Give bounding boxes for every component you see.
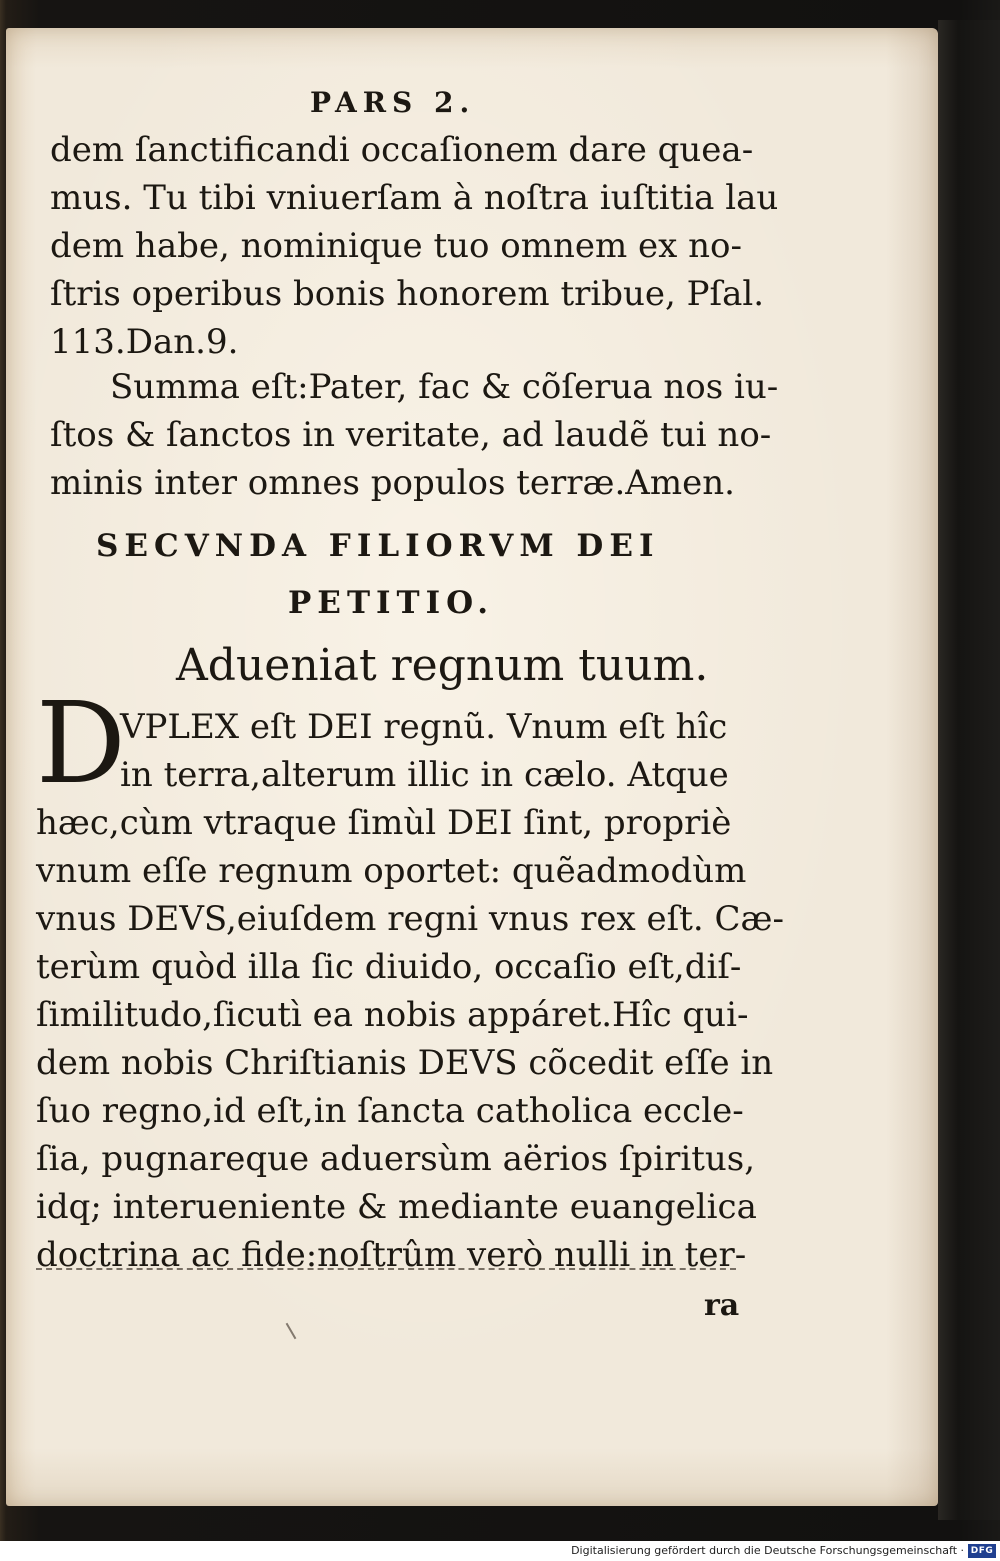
text-line: Summa eſt:Pater, fac & cõſerua nos iu- [110, 367, 779, 407]
text-line: ſtos & ſanctos in veritate, ad laudẽ tui no- [50, 415, 772, 455]
dfg-logo-icon: DFG [968, 1544, 996, 1558]
text-line: ſtris operibus bonis honorem tribue, Pſal. [50, 274, 765, 314]
scanner-edge [938, 20, 1000, 1520]
paragraph-2 [50, 363, 778, 507]
section-heading-line-1: SECVNDA FILIORVM DEI [96, 528, 660, 564]
paragraph-3 [36, 703, 784, 1279]
text-line: ſimilitudo,ſicutì ea nobis appáret.Hîc qui- [36, 995, 749, 1035]
text-line: hæc,cùm vtraque ſimùl DEI ſint, propriè [36, 803, 732, 843]
text-line: dem habe, nominique tuo omnem ex no- [50, 226, 743, 266]
text-line: dem ſanctificandi occaſionem dare quea- [50, 130, 754, 170]
petition-subheading: Adueniat regnum tuum. [176, 640, 709, 691]
footer-bar [0, 1541, 1000, 1561]
text-line: vnus DEVS,eiuſdem regni vnus rex eſt. Cæ- [36, 899, 784, 939]
text-line: in terra,alterum illic in cælo. Atque [120, 755, 729, 795]
running-head: PARS 2. [310, 86, 476, 119]
text-line: ſuo regno,id eſt,in ſancta catholica eccle- [36, 1091, 744, 1131]
text-line: doctrina ac fide:noſtrûm verò nulli in ter- [36, 1235, 747, 1275]
catchword: ra [704, 1288, 740, 1323]
text-line: mus. Tu tibi vniuerſam à noſtra iuſtitia lau [50, 178, 779, 218]
text-line: 113.Dan.9. [50, 322, 239, 362]
text-line: vnum eſſe regnum oportet: quẽadmodùm [36, 851, 747, 891]
underline-mark [36, 1268, 736, 1270]
footer-credit: Digitalisierung gefördert durch die Deutsche Forschungsgemeinschaft · [571, 1544, 964, 1557]
section-heading-line-2: PETITIO. [288, 585, 495, 621]
text-line: dem nobis Chriſtianis DEVS cõcedit eſſe in [36, 1043, 774, 1083]
text-line: terùm quòd illa ſic diuido, occaſio eſt,diſ- [36, 947, 742, 987]
text-line: idq; interueniente & mediante euangelica [36, 1187, 757, 1227]
text-line: minis inter omnes populos terræ.Amen. [50, 463, 735, 503]
drop-cap-initial: D [36, 679, 126, 809]
text-line: VPLEX eſt DEI regnũ. Vnum eſt hîc [120, 707, 728, 747]
paragraph-1 [50, 126, 779, 366]
text-line: ſia, pugnareque aduersùm aërios ſpiritus, [36, 1139, 756, 1179]
